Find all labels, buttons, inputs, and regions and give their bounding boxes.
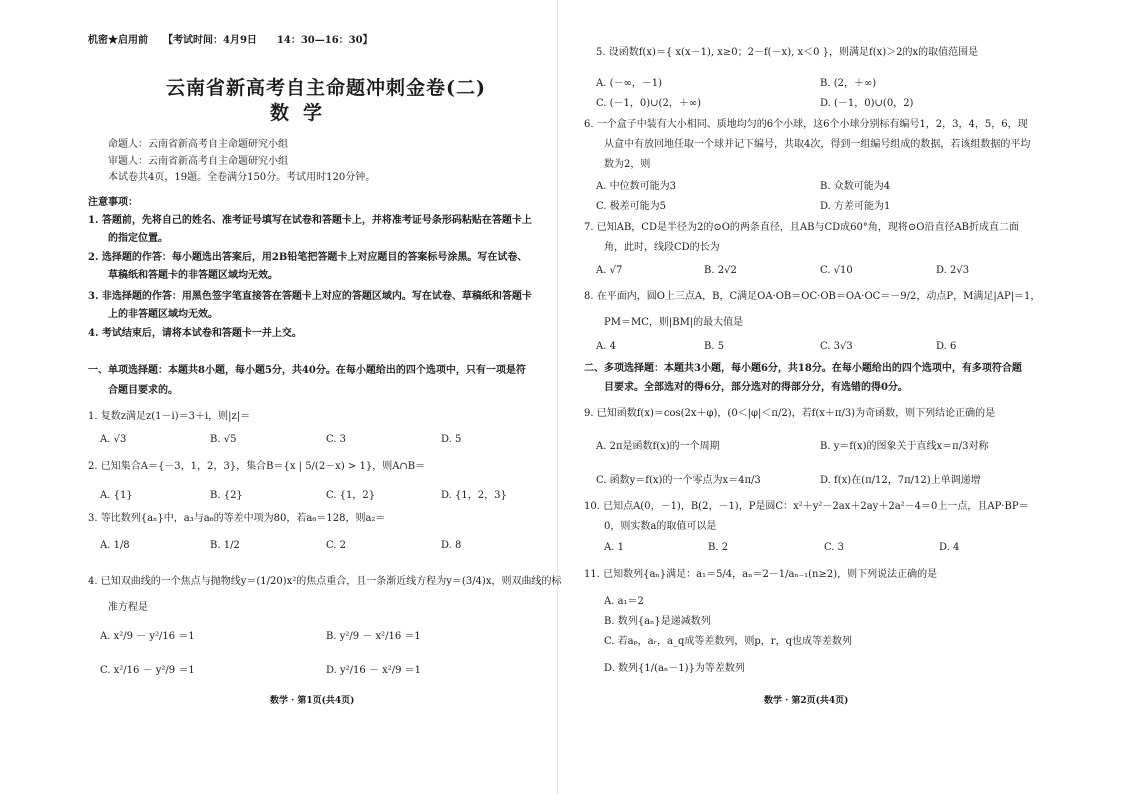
- question-4-option: D. y²/16 － x²/9 ＝1: [326, 665, 422, 676]
- question-10-option: A. 1: [604, 542, 624, 553]
- question-9-option: C. 函数y＝f(x)的一个零点为x＝4π/3: [596, 475, 761, 486]
- question-3-option: B. 1/2: [210, 540, 240, 551]
- question-8-option: B. 5: [704, 341, 725, 352]
- question-7-stem-cont: 角，此时，线段CD的长为: [584, 242, 720, 253]
- question-8-stem: 8. 在平面内，圆O上三点A，B，C满足OA·OB＝OC·OB＝OA·OC＝－9/2，动点P，M满足|AP|＝1，: [584, 291, 1041, 302]
- question-6-stem-cont: 从盒中有放回地任取一个球并记下编号，共取4次，得到一组编号组成的数据，若该组数据的平均: [584, 139, 1031, 150]
- question-6-option: C. 极差可能为5: [596, 201, 667, 212]
- section1-heading: 一、单项选择题：本题共8小题，每小题5分，共40分。在每小题给出的四个选项中，只有一项是符: [88, 365, 526, 376]
- page-2: [562, 0, 1123, 794]
- question-1-option: B. √5: [210, 434, 237, 445]
- page-1-footer: 数学 · 第1页(共4页): [270, 696, 355, 706]
- question-9-option: A. 2π是函数f(x)的一个周期: [596, 441, 720, 452]
- question-11-option: C. 若aₚ，aᵣ，a_q成等差数列，则p，r，q也成等差数列: [604, 636, 852, 647]
- page-2-footer: 数学 · 第2页(共4页): [764, 696, 849, 706]
- question-5-option: D. (－1，0)∪(0，2): [820, 98, 914, 109]
- question-1-option: D. 5: [441, 434, 462, 445]
- question-7-option: D. 2√3: [936, 265, 970, 276]
- question-6-stem-cont: 数为2，则: [584, 159, 651, 170]
- question-10-stem-cont: 0，则实数a的取值可以是: [584, 521, 717, 532]
- question-4-stem: 4. 已知双曲线的一个焦点与抛物线y＝(1/20)x²的焦点重合，且一条渐近线方程为y＝(3/4)x，则双曲线的标: [88, 576, 562, 587]
- info-author: 命题人：云南省新高考自主命题研究小组: [108, 139, 288, 150]
- question-11-option: D. 数列{1/(aₙ－1)}为等差数列: [604, 663, 745, 674]
- section1-heading-cont: 合题目要求的。: [88, 385, 178, 396]
- question-3-option: D. 8: [441, 540, 462, 551]
- exam-time: 【考试时间：4月9日 14：30—16：30】: [163, 35, 373, 46]
- note-item: 4. 考试结束后，请将本试卷和答题卡一并上交。: [88, 328, 302, 339]
- question-5-option: C. (－1，0)∪(2，＋∞): [596, 98, 702, 109]
- subject-title: 数学: [270, 102, 337, 124]
- question-9-option: D. f(x)在(π/12，7π/12)上单调递增: [820, 475, 981, 486]
- question-4-option: C. x²/16 － y²/9 ＝1: [100, 665, 195, 676]
- question-2-option: C. {1，2}: [326, 490, 376, 501]
- question-1-option: C. 3: [326, 434, 347, 445]
- section2-heading: 二、多项选择题：本题共3小题，每小题6分，共18分。在每小题给出的四个选项中，有多项符合题: [584, 363, 1022, 374]
- note-item: 1. 答题前，先将自己的姓名、准考证号填写在试卷和答题卡上，并将准考证号条形码粘贴在答题卡上: [88, 215, 532, 226]
- question-6-option: A. 中位数可能为3: [596, 181, 676, 192]
- question-6-option: B. 众数可能为4: [820, 181, 891, 192]
- question-8-option: C. 3√3: [820, 341, 853, 352]
- section2-heading-cont: 目要求。全部选对的得6分，部分选对的得部分分，有选错的得0分。: [584, 382, 908, 393]
- notes-heading: 注意事项：: [88, 197, 138, 208]
- question-8-option: D. 6: [936, 341, 957, 352]
- info-reviewer: 审题人：云南省新高考自主命题研究小组: [108, 156, 288, 167]
- question-11-option: B. 数列{aₙ}是递减数列: [604, 616, 711, 627]
- note-item: 草稿纸和答题卡的非答题区域均无效。: [88, 270, 278, 281]
- exam-title: 云南省新高考自主命题冲刺金卷(二): [166, 77, 486, 99]
- question-5-stem: 5. 设函数f(x)＝{ x(x－1), x≥0；2－f(－x), x＜0 }，则满足f(x)＞2的x的取值范围是: [596, 47, 979, 58]
- note-item: 3. 非选择题的作答：用黑色签字笔直接答在答题卡上对应的答题区域内。写在试卷、草稿纸和答题卡: [88, 291, 532, 302]
- question-2-option: B. {2}: [210, 490, 243, 501]
- question-4-option: A. x²/9 － y²/16 ＝1: [100, 631, 195, 642]
- note-item: 的指定位置。: [88, 233, 168, 244]
- question-7-stem: 7. 已知AB，CD是半径为2的⊙O的两条直径，且AB与CD成60°角，现将⊙O沿直径AB折成直二面: [584, 222, 1020, 233]
- note-item: 上的非答题区域均无效。: [88, 309, 218, 320]
- question-9-stem: 9. 已知函数f(x)＝cos(2x＋φ)，(0＜|φ|＜π/2)，若f(x＋π/3)为奇函数，则下列结论正确的是: [584, 408, 996, 419]
- question-6-stem: 6. 一个盒子中装有大小相同、质地均匀的6个小球，这6个小球分别标有编号1，2，3，4，5，6，现: [584, 119, 1028, 130]
- question-2-option: A. {1}: [100, 490, 133, 501]
- question-2-stem: 2. 已知集合A＝{－3，1，2，3}，集合B＝{x | 5/(2－x) > 1}，则A∩B＝: [88, 461, 426, 472]
- question-2-option: D. {1，2，3}: [441, 490, 507, 501]
- question-3-option: C. 2: [326, 540, 347, 551]
- question-5-option: A. (－∞，－1): [596, 78, 663, 89]
- question-10-option: B. 2: [708, 542, 729, 553]
- question-1-stem: 1. 复数z满足z(1－i)＝3＋i，则|z|＝: [88, 411, 251, 422]
- question-6-option: D. 方差可能为1: [820, 201, 891, 212]
- secret-label: 机密★启用前: [88, 35, 148, 46]
- question-9-option: B. y＝f(x)的图象关于直线x＝π/3对称: [820, 441, 989, 452]
- question-8-stem-cont: PM＝MC，则|BM|的最大值是: [584, 317, 744, 328]
- question-10-stem: 10. 已知点A(0，－1)，B(2，－1)，P是圆C：x²＋y²－2ax＋2ay＋2a²－4＝0上一点，且AP·BP＝: [584, 501, 1029, 512]
- note-item: 2. 选择题的作答：每小题选出答案后，用2B铅笔把答题卡上对应题目的答案标号涂黑。写在试卷、: [88, 252, 528, 263]
- question-1-option: A. √3: [100, 434, 127, 445]
- info-summary: 本试卷共4页，19题。全卷满分150分。考试用时120分钟。: [108, 172, 376, 183]
- question-7-option: C. √10: [820, 265, 853, 276]
- question-4-option: B. y²/9 － x²/16 ＝1: [326, 631, 421, 642]
- question-3-stem: 3. 等比数列{aₙ}中，a₃与a₆的等差中项为80，若a₆＝128，则a₂＝: [88, 513, 386, 524]
- question-10-option: D. 4: [939, 542, 960, 553]
- question-8-option: A. 4: [596, 341, 616, 352]
- question-11-option: A. a₁＝2: [604, 596, 644, 607]
- question-4-stem-cont: 准方程是: [88, 602, 148, 613]
- question-5-option: B. (2，＋∞): [820, 78, 877, 89]
- question-11-stem: 11. 已知数列{aₙ}满足：a₁＝5/4，aₙ＝2－1/aₙ₋₁(n≥2)，则下列说法正确的是: [584, 569, 938, 580]
- question-3-option: A. 1/8: [100, 540, 130, 551]
- question-7-option: B. 2√2: [704, 265, 737, 276]
- question-7-option: A. √7: [596, 265, 623, 276]
- question-10-option: C. 3: [824, 542, 845, 553]
